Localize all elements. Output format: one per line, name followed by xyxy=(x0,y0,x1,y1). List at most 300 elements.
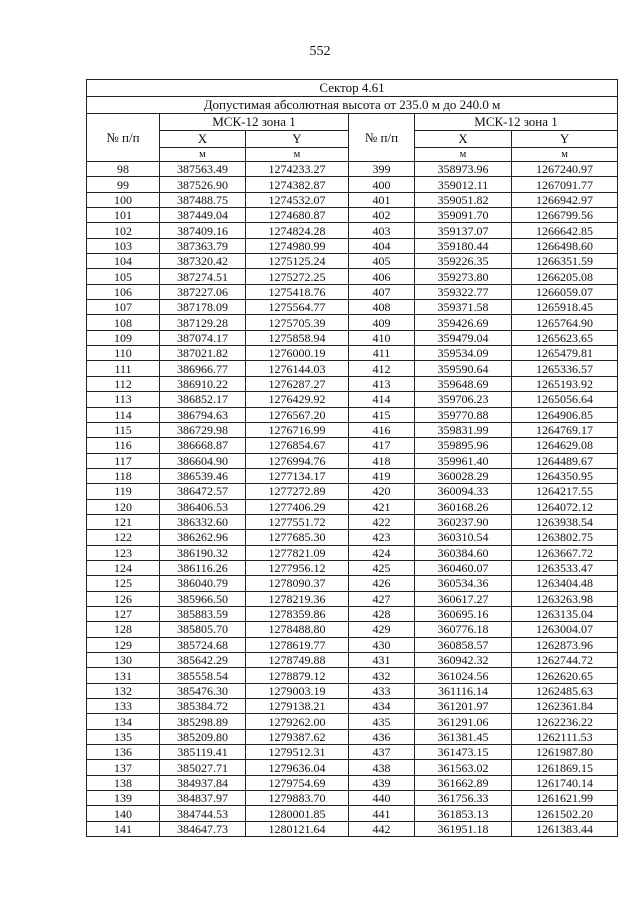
table-row xyxy=(87,775,618,790)
x-value-left: 385966.50 xyxy=(160,591,246,606)
x-value-left: 386406.53 xyxy=(160,499,246,514)
table-row xyxy=(87,714,618,729)
y-value-left: 1276716.99 xyxy=(246,422,349,437)
point-number-right: 405 xyxy=(349,254,415,269)
point-number-right: 407 xyxy=(349,284,415,299)
y-value-left: 1275418.76 xyxy=(246,284,349,299)
x-value-right: 359961.40 xyxy=(415,453,512,468)
x-value-left: 386852.17 xyxy=(160,392,246,407)
point-number-right: 425 xyxy=(349,560,415,575)
x-value-right: 360617.27 xyxy=(415,591,512,606)
point-number-left: 113 xyxy=(87,392,160,407)
point-number-left: 105 xyxy=(87,269,160,284)
y-value-right: 1262236.22 xyxy=(512,714,618,729)
point-number-left: 122 xyxy=(87,530,160,545)
x-value-right: 359426.69 xyxy=(415,315,512,330)
point-number-right: 404 xyxy=(349,238,415,253)
y-value-right: 1262111.53 xyxy=(512,729,618,744)
x-value-right: 359012.11 xyxy=(415,177,512,192)
point-number-left: 135 xyxy=(87,729,160,744)
table-row xyxy=(87,438,618,453)
x-value-right: 361024.56 xyxy=(415,668,512,683)
table-row xyxy=(87,499,618,514)
point-number-left: 106 xyxy=(87,284,160,299)
point-number-left: 101 xyxy=(87,208,160,223)
y-value-right: 1261621.99 xyxy=(512,791,618,806)
point-number-left: 109 xyxy=(87,330,160,345)
x-value-left: 384744.53 xyxy=(160,806,246,821)
x-value-right: 361662.89 xyxy=(415,775,512,790)
table-row xyxy=(87,530,618,545)
y-value-right: 1265336.57 xyxy=(512,361,618,376)
x-value-right: 361291.06 xyxy=(415,714,512,729)
point-number-left: 107 xyxy=(87,300,160,315)
point-number-left: 117 xyxy=(87,453,160,468)
table-row xyxy=(87,238,618,253)
point-number-left: 110 xyxy=(87,346,160,361)
y-value-left: 1280121.64 xyxy=(246,821,349,836)
y-value-left: 1276144.03 xyxy=(246,361,349,376)
point-number-right: 442 xyxy=(349,821,415,836)
point-number-right: 413 xyxy=(349,376,415,391)
x-value-right: 360028.29 xyxy=(415,468,512,483)
point-number-left: 102 xyxy=(87,223,160,238)
y-value-left: 1276429.92 xyxy=(246,392,349,407)
x-value-right: 359590.64 xyxy=(415,361,512,376)
y-value-right: 1261383.44 xyxy=(512,821,618,836)
y-value-left: 1279262.00 xyxy=(246,714,349,729)
y-value-left: 1275125.24 xyxy=(246,254,349,269)
y-value-left: 1277406.29 xyxy=(246,499,349,514)
point-number-right: 399 xyxy=(349,162,415,177)
point-number-right: 427 xyxy=(349,591,415,606)
x-value-right: 361563.02 xyxy=(415,760,512,775)
table-row xyxy=(87,392,618,407)
y-value-left: 1275705.39 xyxy=(246,315,349,330)
x-value-right: 359706.23 xyxy=(415,392,512,407)
y-value-left: 1279754.69 xyxy=(246,775,349,790)
zone-header-right: МСК-12 зона 1 xyxy=(415,114,618,131)
table-row xyxy=(87,300,618,315)
table-row xyxy=(87,591,618,606)
point-number-right: 416 xyxy=(349,422,415,437)
y-value-left: 1279003.19 xyxy=(246,683,349,698)
x-value-left: 386116.26 xyxy=(160,560,246,575)
x-value-left: 385642.29 xyxy=(160,653,246,668)
height-range-caption: Допустимая абсолютная высота от 235.0 м до 240.0 м xyxy=(87,97,618,114)
table-row xyxy=(87,346,618,361)
table-row xyxy=(87,269,618,284)
point-number-right: 412 xyxy=(349,361,415,376)
y-value-left: 1276000.19 xyxy=(246,346,349,361)
coordinates-table xyxy=(86,79,618,837)
y-value-left: 1275858.94 xyxy=(246,330,349,345)
x-value-left: 386604.90 xyxy=(160,453,246,468)
x-header-right: X xyxy=(415,131,512,148)
table-row xyxy=(87,422,618,437)
y-value-right: 1265193.92 xyxy=(512,376,618,391)
point-number-right: 430 xyxy=(349,637,415,652)
y-value-left: 1279636.04 xyxy=(246,760,349,775)
x-value-right: 360460.07 xyxy=(415,560,512,575)
point-number-left: 130 xyxy=(87,653,160,668)
x-value-left: 386262.96 xyxy=(160,530,246,545)
table-row xyxy=(87,791,618,806)
point-number-right: 431 xyxy=(349,653,415,668)
y-value-right: 1263004.07 xyxy=(512,622,618,637)
y-value-right: 1261740.14 xyxy=(512,775,618,790)
table-row xyxy=(87,760,618,775)
x-value-left: 385384.72 xyxy=(160,699,246,714)
page-number: 552 xyxy=(309,44,331,59)
x-value-left: 385476.30 xyxy=(160,683,246,698)
x-value-right: 359091.70 xyxy=(415,208,512,223)
point-number-left: 129 xyxy=(87,637,160,652)
y-value-left: 1276287.27 xyxy=(246,376,349,391)
y-value-right: 1263263.98 xyxy=(512,591,618,606)
x-value-right: 359534.09 xyxy=(415,346,512,361)
x-value-left: 386332.60 xyxy=(160,514,246,529)
point-number-right: 422 xyxy=(349,514,415,529)
point-number-left: 123 xyxy=(87,545,160,560)
unit-y-right: м xyxy=(512,148,618,162)
table-row xyxy=(87,699,618,714)
x-value-left: 387074.17 xyxy=(160,330,246,345)
x-value-right: 361116.14 xyxy=(415,683,512,698)
point-number-left: 127 xyxy=(87,606,160,621)
x-value-left: 386794.63 xyxy=(160,407,246,422)
x-value-left: 385119.41 xyxy=(160,745,246,760)
unit-x-left: м xyxy=(160,148,246,162)
num-header-left: № п/п xyxy=(87,114,160,162)
table-row xyxy=(87,668,618,683)
x-value-right: 360858.57 xyxy=(415,637,512,652)
y-value-right: 1263802.75 xyxy=(512,530,618,545)
point-number-right: 432 xyxy=(349,668,415,683)
x-value-right: 360942.32 xyxy=(415,653,512,668)
y-value-left: 1278488.80 xyxy=(246,622,349,637)
y-value-right: 1266799.56 xyxy=(512,208,618,223)
x-value-right: 361951.18 xyxy=(415,821,512,836)
point-number-left: 132 xyxy=(87,683,160,698)
point-number-right: 419 xyxy=(349,468,415,483)
x-value-left: 385724.68 xyxy=(160,637,246,652)
y-value-left: 1277272.89 xyxy=(246,484,349,499)
y-value-left: 1277134.17 xyxy=(246,468,349,483)
table-row xyxy=(87,606,618,621)
x-value-right: 360534.36 xyxy=(415,576,512,591)
point-number-left: 112 xyxy=(87,376,160,391)
x-value-right: 360168.26 xyxy=(415,499,512,514)
y-value-right: 1264072.12 xyxy=(512,499,618,514)
y-value-left: 1280001.85 xyxy=(246,806,349,821)
point-number-left: 134 xyxy=(87,714,160,729)
table-row xyxy=(87,637,618,652)
x-value-left: 384837.97 xyxy=(160,791,246,806)
x-value-right: 359648.69 xyxy=(415,376,512,391)
x-value-right: 359051.82 xyxy=(415,192,512,207)
x-value-right: 361201.97 xyxy=(415,699,512,714)
x-value-left: 384647.73 xyxy=(160,821,246,836)
point-number-left: 120 xyxy=(87,499,160,514)
y-value-right: 1263533.47 xyxy=(512,560,618,575)
point-number-right: 428 xyxy=(349,606,415,621)
point-number-right: 408 xyxy=(349,300,415,315)
point-number-left: 124 xyxy=(87,560,160,575)
y-value-left: 1276994.76 xyxy=(246,453,349,468)
y-value-left: 1279387.62 xyxy=(246,729,349,744)
point-number-right: 435 xyxy=(349,714,415,729)
table-row xyxy=(87,162,618,177)
table-row xyxy=(87,361,618,376)
point-number-left: 98 xyxy=(87,162,160,177)
table-row xyxy=(87,806,618,821)
x-value-right: 360094.33 xyxy=(415,484,512,499)
x-value-left: 386190.32 xyxy=(160,545,246,560)
y-value-left: 1274233.27 xyxy=(246,162,349,177)
y-header-right: Y xyxy=(512,131,618,148)
x-value-right: 358973.96 xyxy=(415,162,512,177)
y-value-left: 1278749.88 xyxy=(246,653,349,668)
point-number-left: 126 xyxy=(87,591,160,606)
y-value-left: 1274532.07 xyxy=(246,192,349,207)
y-value-left: 1279512.31 xyxy=(246,745,349,760)
sector-title: Сектор 4.61 xyxy=(87,80,618,97)
table-row xyxy=(87,330,618,345)
y-value-left: 1278219.36 xyxy=(246,591,349,606)
table-row xyxy=(87,560,618,575)
y-value-right: 1264629.08 xyxy=(512,438,618,453)
point-number-left: 141 xyxy=(87,821,160,836)
x-value-right: 361756.33 xyxy=(415,791,512,806)
table-row xyxy=(87,453,618,468)
y-value-right: 1264489.67 xyxy=(512,453,618,468)
point-number-left: 111 xyxy=(87,361,160,376)
x-value-left: 386966.77 xyxy=(160,361,246,376)
y-value-left: 1278090.37 xyxy=(246,576,349,591)
zone-header-left: МСК-12 зона 1 xyxy=(160,114,349,131)
y-value-right: 1266205.08 xyxy=(512,269,618,284)
point-number-left: 116 xyxy=(87,438,160,453)
x-value-left: 386472.57 xyxy=(160,484,246,499)
x-value-right: 359831.99 xyxy=(415,422,512,437)
y-value-right: 1267091.77 xyxy=(512,177,618,192)
y-value-left: 1277956.12 xyxy=(246,560,349,575)
y-value-right: 1261869.15 xyxy=(512,760,618,775)
x-value-left: 387274.51 xyxy=(160,269,246,284)
table-row xyxy=(87,254,618,269)
x-value-right: 359226.35 xyxy=(415,254,512,269)
x-value-right: 359770.88 xyxy=(415,407,512,422)
point-number-right: 411 xyxy=(349,346,415,361)
point-number-left: 108 xyxy=(87,315,160,330)
point-number-right: 434 xyxy=(349,699,415,714)
y-value-left: 1274980.99 xyxy=(246,238,349,253)
y-value-right: 1265479.81 xyxy=(512,346,618,361)
point-number-left: 119 xyxy=(87,484,160,499)
y-value-right: 1263667.72 xyxy=(512,545,618,560)
point-number-right: 421 xyxy=(349,499,415,514)
point-number-right: 406 xyxy=(349,269,415,284)
table-row xyxy=(87,407,618,422)
y-value-left: 1277685.30 xyxy=(246,530,349,545)
point-number-right: 439 xyxy=(349,775,415,790)
point-number-left: 139 xyxy=(87,791,160,806)
point-number-right: 436 xyxy=(349,729,415,744)
y-value-right: 1263404.48 xyxy=(512,576,618,591)
table-row xyxy=(87,821,618,836)
table-row xyxy=(87,376,618,391)
y-value-right: 1265918.45 xyxy=(512,300,618,315)
y-value-right: 1266059.07 xyxy=(512,284,618,299)
point-number-right: 409 xyxy=(349,315,415,330)
y-value-left: 1278359.86 xyxy=(246,606,349,621)
table-row xyxy=(87,514,618,529)
x-value-left: 387449.04 xyxy=(160,208,246,223)
point-number-right: 418 xyxy=(349,453,415,468)
x-value-right: 359180.44 xyxy=(415,238,512,253)
point-number-right: 420 xyxy=(349,484,415,499)
y-value-left: 1275272.25 xyxy=(246,269,349,284)
x-value-left: 387320.42 xyxy=(160,254,246,269)
y-value-right: 1262873.96 xyxy=(512,637,618,652)
table-row xyxy=(87,177,618,192)
x-value-left: 387021.82 xyxy=(160,346,246,361)
point-number-right: 437 xyxy=(349,745,415,760)
y-value-left: 1274824.28 xyxy=(246,223,349,238)
y-value-right: 1262361.84 xyxy=(512,699,618,714)
y-value-right: 1262620.65 xyxy=(512,668,618,683)
x-value-left: 387488.75 xyxy=(160,192,246,207)
table-row xyxy=(87,683,618,698)
y-value-right: 1265623.65 xyxy=(512,330,618,345)
x-header-left: X xyxy=(160,131,246,148)
num-header-right: № п/п xyxy=(349,114,415,162)
x-value-left: 387178.09 xyxy=(160,300,246,315)
y-value-left: 1279138.21 xyxy=(246,699,349,714)
point-number-left: 140 xyxy=(87,806,160,821)
y-value-left: 1277551.72 xyxy=(246,514,349,529)
table-row xyxy=(87,729,618,744)
y-value-right: 1266498.60 xyxy=(512,238,618,253)
x-value-right: 359273.80 xyxy=(415,269,512,284)
x-value-right: 359322.77 xyxy=(415,284,512,299)
point-number-right: 426 xyxy=(349,576,415,591)
x-value-right: 361381.45 xyxy=(415,729,512,744)
table-row xyxy=(87,223,618,238)
point-number-right: 440 xyxy=(349,791,415,806)
x-value-left: 385883.59 xyxy=(160,606,246,621)
x-value-left: 387363.79 xyxy=(160,238,246,253)
x-value-left: 387409.16 xyxy=(160,223,246,238)
x-value-right: 359895.96 xyxy=(415,438,512,453)
point-number-left: 115 xyxy=(87,422,160,437)
y-value-left: 1276567.20 xyxy=(246,407,349,422)
y-value-right: 1264906.85 xyxy=(512,407,618,422)
table-row xyxy=(87,745,618,760)
y-value-right: 1266351.59 xyxy=(512,254,618,269)
x-value-right: 360695.16 xyxy=(415,606,512,621)
y-value-left: 1278879.12 xyxy=(246,668,349,683)
point-number-right: 415 xyxy=(349,407,415,422)
x-value-left: 386539.46 xyxy=(160,468,246,483)
x-value-left: 385298.89 xyxy=(160,714,246,729)
x-value-left: 387227.06 xyxy=(160,284,246,299)
point-number-right: 410 xyxy=(349,330,415,345)
point-number-left: 99 xyxy=(87,177,160,192)
x-value-right: 360310.54 xyxy=(415,530,512,545)
point-number-left: 138 xyxy=(87,775,160,790)
point-number-left: 125 xyxy=(87,576,160,591)
y-value-right: 1266642.85 xyxy=(512,223,618,238)
table-row xyxy=(87,208,618,223)
y-value-right: 1262485.63 xyxy=(512,683,618,698)
x-value-right: 359479.04 xyxy=(415,330,512,345)
y-value-right: 1264217.55 xyxy=(512,484,618,499)
point-number-left: 137 xyxy=(87,760,160,775)
point-number-left: 103 xyxy=(87,238,160,253)
point-number-right: 401 xyxy=(349,192,415,207)
point-number-right: 417 xyxy=(349,438,415,453)
x-value-right: 359371.58 xyxy=(415,300,512,315)
point-number-left: 118 xyxy=(87,468,160,483)
unit-x-right: м xyxy=(415,148,512,162)
point-number-left: 136 xyxy=(87,745,160,760)
y-value-left: 1278619.77 xyxy=(246,637,349,652)
point-number-left: 114 xyxy=(87,407,160,422)
y-value-left: 1279883.70 xyxy=(246,791,349,806)
y-header-left: Y xyxy=(246,131,349,148)
x-value-left: 387526.90 xyxy=(160,177,246,192)
y-value-right: 1267240.97 xyxy=(512,162,618,177)
point-number-left: 104 xyxy=(87,254,160,269)
y-value-right: 1264769.17 xyxy=(512,422,618,437)
point-number-right: 403 xyxy=(349,223,415,238)
x-value-left: 385558.54 xyxy=(160,668,246,683)
x-value-right: 360384.60 xyxy=(415,545,512,560)
x-value-left: 385209.80 xyxy=(160,729,246,744)
x-value-left: 387563.49 xyxy=(160,162,246,177)
coordinates-body xyxy=(87,162,618,837)
point-number-right: 429 xyxy=(349,622,415,637)
y-value-right: 1265764.90 xyxy=(512,315,618,330)
y-value-right: 1263938.54 xyxy=(512,514,618,529)
x-value-left: 386910.22 xyxy=(160,376,246,391)
point-number-right: 402 xyxy=(349,208,415,223)
x-value-left: 386729.98 xyxy=(160,422,246,437)
point-number-right: 441 xyxy=(349,806,415,821)
y-value-right: 1262744.72 xyxy=(512,653,618,668)
table-row xyxy=(87,545,618,560)
point-number-right: 414 xyxy=(349,392,415,407)
y-value-right: 1261987.80 xyxy=(512,745,618,760)
point-number-right: 424 xyxy=(349,545,415,560)
point-number-left: 128 xyxy=(87,622,160,637)
y-value-right: 1266942.97 xyxy=(512,192,618,207)
x-value-left: 385805.70 xyxy=(160,622,246,637)
y-value-right: 1264350.95 xyxy=(512,468,618,483)
x-value-left: 386668.87 xyxy=(160,438,246,453)
unit-y-left: м xyxy=(246,148,349,162)
table-row xyxy=(87,284,618,299)
y-value-right: 1265056.64 xyxy=(512,392,618,407)
table-row xyxy=(87,468,618,483)
x-value-right: 361473.15 xyxy=(415,745,512,760)
y-value-right: 1263135.04 xyxy=(512,606,618,621)
x-value-right: 360237.90 xyxy=(415,514,512,529)
x-value-left: 384937.84 xyxy=(160,775,246,790)
table-row xyxy=(87,622,618,637)
